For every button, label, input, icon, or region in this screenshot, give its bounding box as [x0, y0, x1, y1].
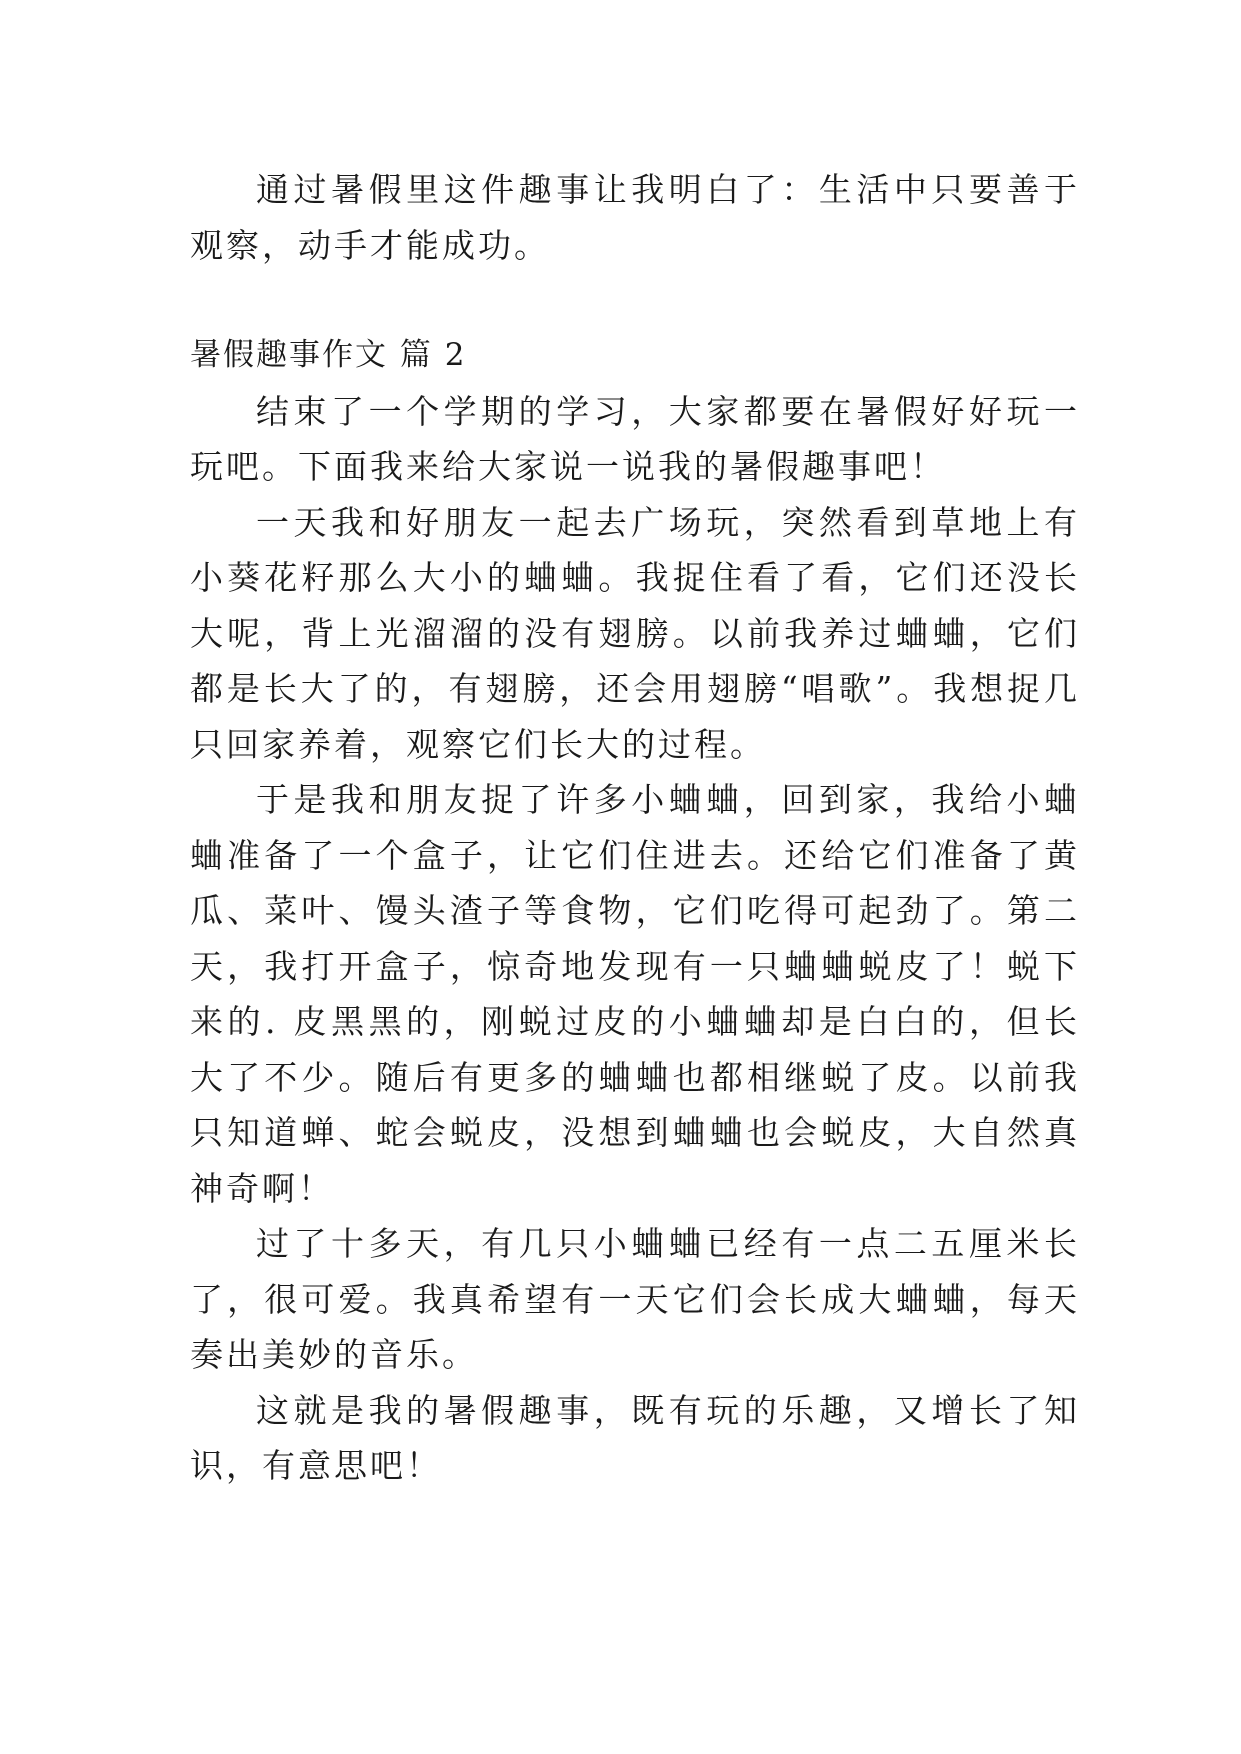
- paragraph-4: 过了十多天，有几只小蛐蛐已经有一点二五厘米长了，很可爱。我真希望有一天它们会长成大蛐蛐，每天奏出美妙的音乐。: [190, 1224, 1080, 1374]
- paragraph-2: 一天我和好朋友一起去广场玩，突然看到草地上有小葵花籽那么大小的蛐蛐。我捉住看了看，它们还没长大呢，背上光溜溜的没有翅膀。以前我养过蛐蛐，它们都是长大了的，有翅膀，还会用翅膀“唱歌”。我想捉几只回家养着，观察它们长大的过程。: [190, 502, 1080, 764]
- section-heading: 暑假趣事作文 篇 2: [190, 337, 467, 373]
- paragraph-3: 于是我和朋友捉了许多小蛐蛐，回到家，我给小蛐蛐准备了一个盒子，让它们住进去。还给它们准备了黄瓜、菜叶、馒头渣子等食物，它们吃得可起劲了。第二天，我打开盒子，惊奇地发现有一只蛐蛐蜕皮了！蜕下来的. 皮黑黑的，刚蜕过皮的小蛐蛐却是白白的，但长大了不少。随后有更多的蛐蛐也都相继蜕了皮。以前我只知道蝉、蛇会蜕皮，没想到蛐蛐也会蜕皮，大自然真神奇啊！: [190, 780, 1080, 1208]
- document-body: [190, 162, 1080, 1494]
- intro-paragraph: 通过暑假里这件趣事让我明白了：生活中只要善于观察，动手才能成功。: [190, 170, 1080, 265]
- paragraph-1: 结束了一个学期的学习，大家都要在暑假好好玩一玩吧。下面我来给大家说一说我的暑假趣事吧！: [190, 391, 1080, 486]
- paragraph-5: 这就是我的暑假趣事，既有玩的乐趣，又增长了知识，有意思吧！: [190, 1390, 1080, 1485]
